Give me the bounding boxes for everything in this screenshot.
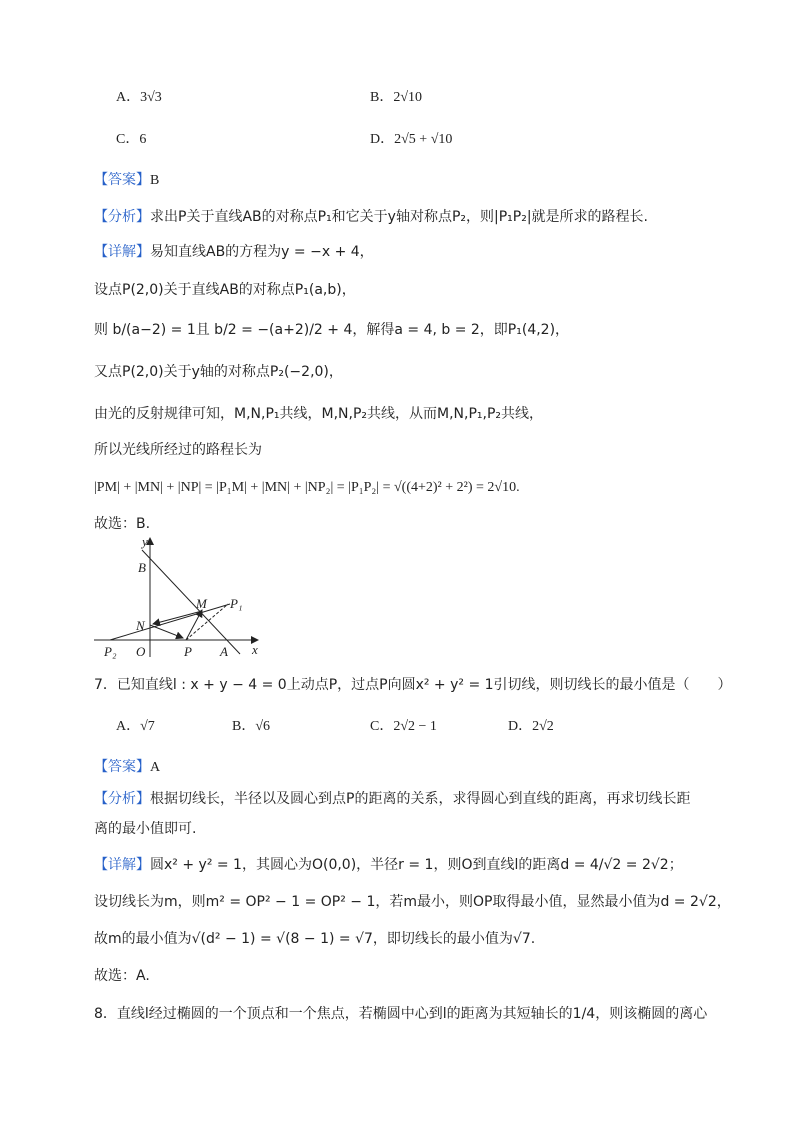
q6-detail-line-1 — [94, 243, 374, 261]
ray-m-n — [153, 611, 202, 624]
q6-detail-4: 又点P(2,0)关于y轴的对称点P₂(−2,0)， — [94, 364, 343, 380]
detail-tag: 【详解】 — [94, 857, 150, 873]
label-p2: P₂ — [104, 644, 117, 659]
label-m: M — [196, 596, 207, 611]
reflection-figure — [90, 532, 270, 662]
label-p1: P₁ — [230, 596, 243, 611]
q7-option-a: A．√7 — [116, 719, 155, 734]
label-x: x — [252, 642, 258, 657]
line-ab — [142, 550, 243, 654]
q7-analysis-1: 根据切线长，半径以及圆心到点P的距离的关系，求得圆心到直线的距离，再求切线长距 — [150, 791, 691, 807]
q7-answer-line — [94, 758, 160, 777]
q7-option-b: B．√6 — [232, 719, 271, 734]
q6-detail-1: 易知直线AB的方程为y = −x + 4， — [150, 244, 374, 260]
q6-conclusion: 故选：B. — [94, 516, 151, 532]
q6-detail-7: |PM| + |MN| + |NP| = |P₁M| + |MN| + |NP₂| = |P₁P₂| = √((4+2)² + 2²) = 2√10. — [94, 480, 520, 495]
answer-tag: 【答案】 — [94, 759, 150, 775]
q7-detail-3: 故m的最小值为√(d² − 1) = √(8 − 1) = √7，即切线长的最小值为√7. — [94, 931, 536, 947]
analysis-tag: 【分析】 — [94, 791, 150, 807]
q7-question: 7．已知直线l : x + y − 4 = 0上动点P，过点P向圆x² + y² = 1引切线，则切线长的最小值是（ ） — [94, 677, 732, 693]
ray-p2-p1 — [110, 604, 230, 640]
answer-tag: 【答案】 — [94, 172, 150, 188]
q6-analysis: 求出P关于直线AB的对称点P₁和它关于y轴对称点P₂，则|P₁P₂|就是所求的路程长. — [150, 209, 649, 225]
label-n: N — [136, 618, 145, 633]
analysis-tag: 【分析】 — [94, 209, 150, 225]
q7-analysis-line-1 — [94, 790, 690, 808]
q7-detail-line-1 — [94, 856, 683, 874]
q6-answer: B — [150, 173, 160, 188]
q7-option-d: D．2√2 — [508, 719, 554, 734]
q6-option-d: D．2√5 + √10 — [370, 132, 453, 147]
q6-detail-6: 所以光线所经过的路程长为 — [94, 442, 262, 458]
q6-option-b: B．2√10 — [370, 90, 423, 105]
label-p: P — [184, 644, 192, 659]
label-b: B — [138, 560, 146, 575]
q7-answer: A — [150, 760, 161, 775]
q7-conclusion: 故选：A. — [94, 968, 150, 984]
label-o: O — [136, 644, 146, 659]
ray-n-p — [150, 625, 183, 638]
q7-option-c: C．2√2 − 1 — [370, 719, 437, 734]
q7-analysis-2: 离的最小值即可. — [94, 821, 197, 837]
label-y: y — [142, 534, 148, 549]
q8-question: 8．直线l经过椭圆的一个顶点和一个焦点，若椭圆中心到l的距离为其短轴长的1/4，则该椭圆的离心 — [94, 1006, 708, 1022]
q6-analysis-line — [94, 208, 648, 226]
q6-detail-3: 则 b/(a−2) = 1且 b/2 = −(a+2)/2 + 4，解得a = 4, b = 2，即P₁(4,2)， — [94, 322, 570, 338]
q6-detail-2: 设点P(2,0)关于直线AB的对称点P₁(a,b)， — [94, 282, 356, 298]
q7-detail-2: 设切线长为m，则m² = OP² − 1 = OP² − 1，若m最小，则OP取得最小值，显然最小值为d = 2√2， — [94, 894, 731, 910]
q6-option-c: C．6 — [116, 132, 147, 147]
q7-detail-1: 圆x² + y² = 1，其圆心为O(0,0)，半径r = 1，则O到直线l的距离d = 4/√2 = 2√2； — [150, 857, 683, 873]
q6-option-a: A．3√3 — [116, 90, 162, 105]
detail-tag: 【详解】 — [94, 244, 150, 260]
q6-answer-line — [94, 171, 159, 190]
q6-detail-5: 由光的反射规律可知，M,N,P₁共线，M,N,P₂共线，从而M,N,P₁,P₂共线， — [94, 406, 544, 422]
label-a: A — [220, 644, 228, 659]
